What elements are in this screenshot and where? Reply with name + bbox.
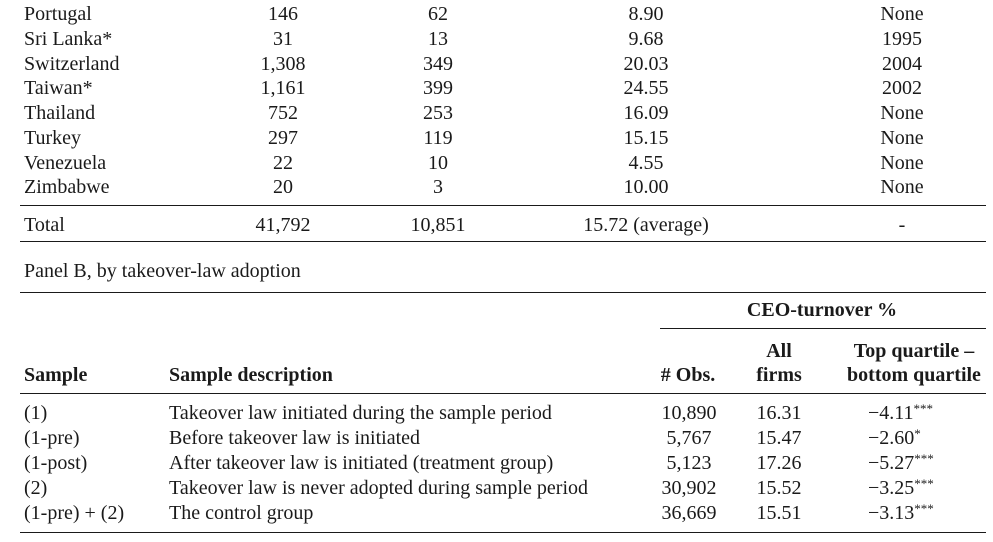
total-divider (20, 205, 986, 206)
total-turnover-count: 10,851 (410, 214, 466, 236)
turnover-pct-cell: 15.15 (623, 127, 669, 149)
law-year-cell: None (880, 152, 924, 174)
law-year-cell: None (880, 127, 924, 149)
description-header: Sample description (169, 364, 333, 386)
country-cell: Portugal (24, 3, 92, 25)
total-law-year: - (898, 214, 906, 236)
turnover-pct-cell: 10.00 (623, 176, 669, 198)
obs-cell: 1,161 (260, 77, 306, 99)
obs-cell: 297 (268, 127, 298, 149)
turnover-count-cell: 62 (428, 3, 448, 25)
country-cell: Sri Lanka* (24, 28, 113, 50)
diff-value: −3.13 (868, 502, 915, 524)
turnover-pct-cell: 24.55 (623, 77, 669, 99)
all-firms-cell: 15.51 (756, 502, 802, 524)
turnover-count-cell: 399 (423, 77, 453, 99)
quartile-diff-header-line2: bottom quartile (847, 364, 981, 386)
sample-cell: (1) (24, 402, 48, 424)
country-cell: Thailand (24, 102, 96, 124)
all-firms-cell: 16.31 (756, 402, 802, 424)
sample-header: Sample (24, 364, 88, 386)
turnover-pct-cell: 20.03 (623, 53, 669, 75)
turnover-count-cell: 253 (423, 102, 453, 124)
quartile-diff-header-line1: Top quartile – (853, 340, 975, 362)
significance-stars: *** (914, 476, 934, 491)
obs-cell: 36,669 (661, 502, 717, 524)
description-cell: Takeover law is never adopted during sample period (169, 477, 589, 499)
law-year-cell: None (880, 176, 924, 198)
all-firms-header-line1: All (766, 340, 792, 362)
quartile-diff-cell (868, 402, 933, 424)
turnover-count-cell: 10 (428, 152, 448, 174)
all-firms-cell: 15.52 (756, 477, 802, 499)
country-cell: Taiwan* (24, 77, 93, 99)
significance-stars: * (914, 426, 921, 441)
quartile-diff-cell (868, 502, 934, 524)
law-year-cell: 2002 (882, 77, 922, 99)
turnover-pct-cell: 16.09 (623, 102, 669, 124)
panel-b-top-rule (20, 292, 986, 293)
obs-header: # Obs. (660, 364, 716, 386)
total-obs: 41,792 (255, 214, 311, 236)
country-cell: Turkey (24, 127, 82, 149)
quartile-diff-cell (868, 477, 934, 499)
obs-cell: 10,890 (661, 402, 717, 424)
significance-stars: *** (914, 501, 934, 516)
all-firms-cell: 17.26 (756, 452, 802, 474)
turnover-pct-cell: 8.90 (628, 3, 664, 25)
sample-cell: (1-pre) + (2) (24, 502, 125, 524)
country-cell: Venezuela (24, 152, 107, 174)
diff-value: −4.11 (868, 402, 914, 424)
obs-cell: 31 (273, 28, 293, 50)
description-cell: The control group (169, 502, 314, 524)
obs-cell: 1,308 (260, 53, 306, 75)
description-cell: After takeover law is initiated (treatment group) (169, 452, 554, 474)
law-year-cell: None (880, 102, 924, 124)
obs-cell: 5,767 (666, 427, 712, 449)
ceo-turnover-group-header: CEO-turnover % (746, 299, 898, 321)
description-cell: Before takeover law is initiated (169, 427, 421, 449)
group-header-underline (660, 328, 986, 329)
obs-cell: 22 (273, 152, 293, 174)
turnover-count-cell: 13 (428, 28, 448, 50)
panel-b-title: Panel B, by takeover-law adoption (24, 260, 301, 282)
total-turnover-pct: 15.72 (average) (583, 214, 709, 236)
law-year-cell: None (880, 3, 924, 25)
description-cell: Takeover law initiated during the sample period (169, 402, 552, 424)
significance-stars: *** (913, 401, 934, 416)
country-cell: Switzerland (24, 53, 120, 75)
turnover-count-cell: 3 (433, 176, 443, 198)
all-firms-cell: 15.47 (756, 427, 802, 449)
law-year-cell: 2004 (882, 53, 922, 75)
quartile-diff-cell (868, 427, 921, 449)
law-year-cell: 1995 (882, 28, 922, 50)
sample-cell: (1-pre) (24, 427, 80, 449)
obs-cell: 5,123 (666, 452, 712, 474)
significance-stars: *** (914, 451, 934, 466)
turnover-count-cell: 349 (423, 53, 453, 75)
diff-value: −3.25 (868, 477, 915, 499)
turnover-pct-cell: 9.68 (628, 28, 664, 50)
country-cell: Zimbabwe (24, 176, 110, 198)
panel-a-bottom-rule (20, 241, 986, 242)
quartile-diff-cell (868, 452, 934, 474)
obs-cell: 20 (273, 176, 293, 198)
header-bottom-rule (20, 393, 986, 394)
turnover-pct-cell: 4.55 (628, 152, 664, 174)
sample-cell: (2) (24, 477, 48, 499)
obs-cell: 752 (268, 102, 298, 124)
diff-value: −2.60 (868, 427, 915, 449)
obs-cell: 30,902 (661, 477, 717, 499)
sample-cell: (1-post) (24, 452, 88, 474)
diff-value: −5.27 (868, 452, 915, 474)
panel-b-bottom-rule (20, 532, 986, 533)
all-firms-header-line2: firms (756, 364, 802, 386)
turnover-count-cell: 119 (423, 127, 453, 149)
obs-cell: 146 (268, 3, 298, 25)
total-label: Total (24, 214, 65, 236)
